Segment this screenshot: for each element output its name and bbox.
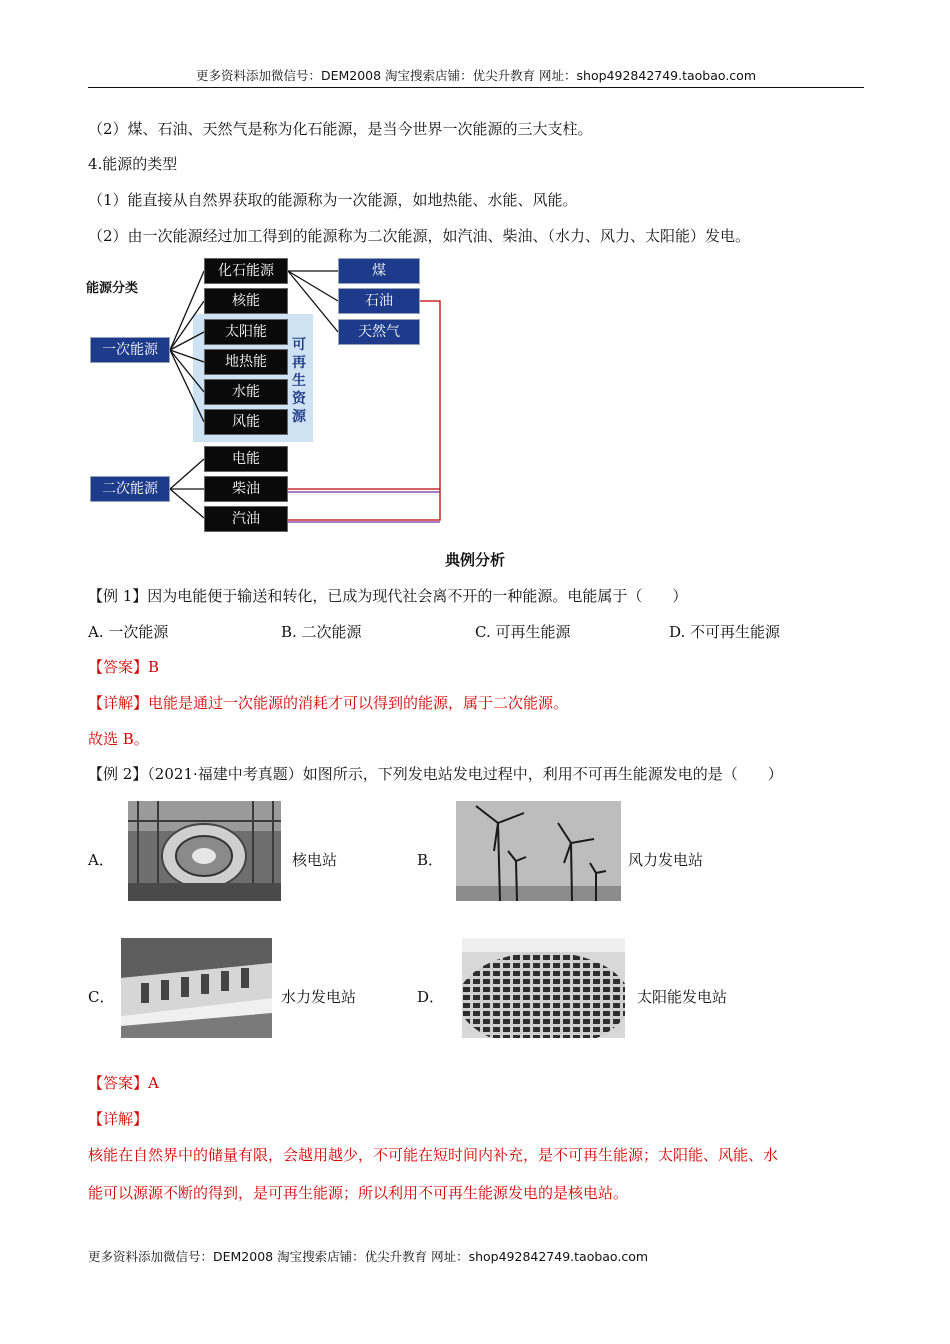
nuclear-energy-box: 核能 [204, 288, 288, 314]
example2-question: 【例 2】（2021·福建中考真题）如图所示，下列发电站发电过程中，利用不可再生能源发电的是（ ） [88, 765, 783, 783]
example1-option-b: B. 二次能源 [281, 623, 362, 641]
solar-plant-photo [462, 938, 625, 1038]
connector-nuclear [170, 301, 204, 350]
coal-box: 煤 [338, 258, 420, 284]
nuclear-plant-photo [128, 801, 281, 901]
diagram-title: 能源分类 [86, 281, 139, 296]
solar-energy-box: 太阳能 [204, 319, 288, 345]
example2-detail-line-1: 核能在自然界中的储量有限，会越用越少，不可能在短时间内补充，是不可再生能源；太阳能、风能、水 [88, 1146, 779, 1164]
connector-fossil [170, 271, 204, 350]
wind-energy-box: 风能 [204, 409, 288, 435]
intro-line-2: （1）能直接从自然界获取的能源称为一次能源，如地热能、水能、风能。 [88, 191, 578, 209]
natural-gas-box: 天然气 [338, 319, 420, 345]
connector-oil [288, 271, 338, 301]
example2-detail-title: 【详解】 [88, 1110, 149, 1128]
example2-option-d-label: 太阳能发电站 [637, 988, 728, 1006]
hydro-dam-photo [121, 938, 272, 1038]
oil-box: 石油 [338, 288, 420, 314]
connector-electric [170, 459, 204, 489]
secondary-energy-box: 二次能源 [90, 476, 170, 502]
example1-option-d: D. 不可再生能源 [669, 623, 781, 641]
example2-option-c-letter: C． [88, 988, 115, 1006]
example1-question: 【例 1】因为电能便于输送和转化，已成为现代社会离不开的一种能源。电能属于（ ） [88, 587, 688, 605]
energy-classification-diagram [80, 252, 460, 532]
oil-to-petrol-line [288, 489, 440, 520]
example2-option-d-letter: D． [417, 988, 445, 1006]
wind-farm-photo [456, 801, 621, 901]
connector-petrol [170, 489, 204, 518]
example1-detail: 【详解】电能是通过一次能源的消耗才可以得到的能源，属于二次能源。 [88, 694, 569, 712]
fossil-energy-box: 化石能源 [204, 258, 288, 284]
example2-option-a-label: 核电站 [292, 851, 338, 869]
example2-option-b-label: 风力发电站 [628, 851, 704, 869]
section-title: 典例分析 [444, 551, 505, 569]
example2-detail-line-2: 能可以源源不断的得到，是可再生能源；所以利用不可再生能源发电的是核电站。 [88, 1184, 629, 1202]
intro-line-3: （2）由一次能源经过加工得到的能源称为二次能源，如汽油、柴油、（水力、风力、太阳能）发电。 [88, 227, 751, 245]
page-header: 更多资料添加微信号：DEM2008 淘宝搜索店铺：优尖升教育 网址：shop492842749.taobao.com [195, 68, 757, 83]
primary-energy-box: 一次能源 [90, 337, 170, 363]
example2-option-c-label: 水力发电站 [281, 988, 357, 1006]
renewable-label: 可再生资源 [292, 337, 306, 425]
page-footer: 更多资料添加微信号：DEM2008 淘宝搜索店铺：优尖升教育 网址：shop492842749.taobao.com [88, 1249, 649, 1264]
example1-option-a: A. 一次能源 [88, 623, 169, 641]
example2-answer: 【答案】A [88, 1074, 159, 1092]
petrol-box: 汽油 [204, 506, 288, 532]
geothermal-energy-box: 地热能 [204, 349, 288, 375]
example2-option-a-letter: A． [88, 851, 114, 869]
example1-option-c: C. 可再生能源 [475, 623, 571, 641]
electric-energy-box: 电能 [204, 446, 288, 472]
example1-conclusion: 故选 B。 [88, 730, 149, 748]
example2-option-b-letter: B． [417, 851, 444, 869]
heading-energy-types: 4.能源的类型 [88, 155, 178, 173]
connector-gas [288, 271, 338, 332]
example1-answer: 【答案】B [88, 658, 160, 676]
connector-solar [170, 332, 204, 350]
diesel-box: 柴油 [204, 476, 288, 502]
intro-line-1: （2）煤、石油、天然气是称为化石能源，是当今世界一次能源的三大支柱。 [88, 120, 593, 138]
header-rule [88, 87, 864, 88]
hydro-energy-box: 水能 [204, 379, 288, 405]
